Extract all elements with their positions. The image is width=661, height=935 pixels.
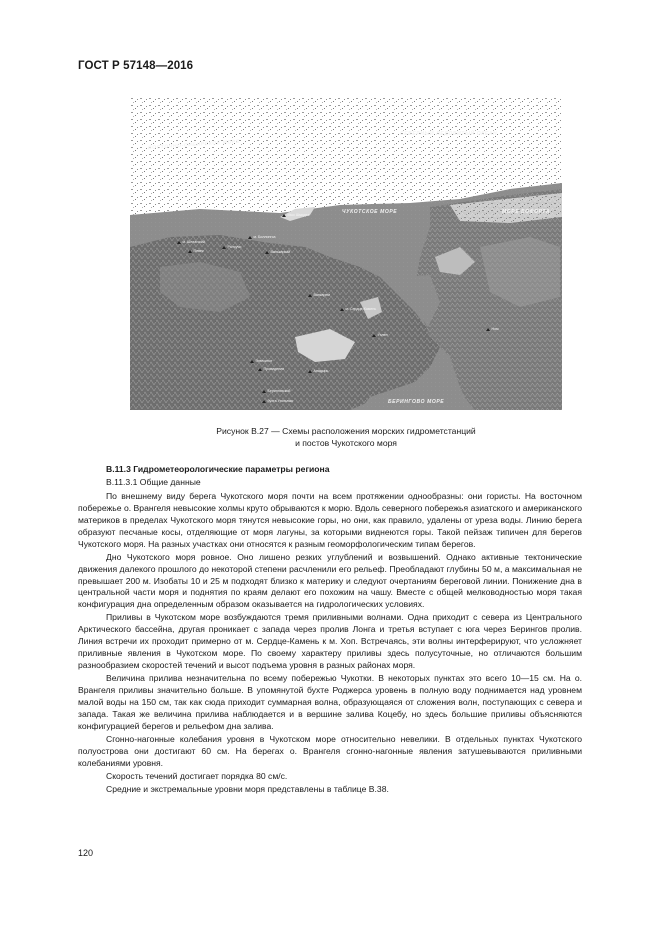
station-marker: Ванкарем <box>308 293 330 297</box>
station-map-figure <box>130 97 562 410</box>
subsection-title: В.11.3.1 Общие данные <box>106 477 201 487</box>
page-number: 120 <box>78 848 94 858</box>
figure-caption <box>130 426 562 449</box>
station-marker: Валькаркай <box>265 250 290 254</box>
paragraph: Дно Чукотского моря ровное. Оно лишено резких углублений и возвышений. Однако активные тектонические движения далекого прошлого до некоторой степени расчленили его рельеф. Преобладают глубины 50 м, а максимальная не превышает 200 м. Изобаты 10 и 25 м подходят близко к материку и следуют очертаниям береговой линии. Понижение дна в центральной части моря и поднятия по краям делают его похожим на чашу. Вместе с общей мелководностью моря такая конфигурация дна определенным образом оказывается на гидрологических условиях. <box>78 551 582 610</box>
body-text <box>78 491 582 797</box>
station-marker: Беринговский <box>262 389 290 393</box>
document-header: ГОСТ Р 57148—2016 <box>78 60 194 72</box>
figure-caption-line2: и постов Чукотского моря <box>295 437 397 448</box>
map-label-beaufort-sea: МОРЕ БОФОРТА <box>502 209 551 215</box>
paragraph: Величина прилива незначительна по всему побережью Чукотки. В некоторых пунктах это всего 10—15 см. На о. Врангеля приливы значительно больше. В упомянутой бухте Роджерса уровень в полную воду поднимается над уровнем малой воды на 150 см, так как сюда приходит суммарная волна, образующаяся от сложения волн, поступающих с севера и запада. Такая же величина прилива наблюдается и в вершине залива Коцебу, но здесь большие приливы объясняются конфигурацией берегов и рельефом дна залива. <box>78 673 582 731</box>
station-marker: Рыткучи <box>222 245 241 249</box>
map-label-arctic-ocean: СЕВЕРНЫЙ ЛЕДОВИТЫЙ ОКЕАН <box>400 131 498 137</box>
station-marker: бухта Угольная <box>262 399 293 403</box>
station-marker: Анадырь <box>308 369 328 373</box>
station-marker: Певек <box>188 249 204 253</box>
section-title: В.11.3 Гидрометеорологические параметры региона <box>106 464 330 474</box>
station-marker: м. Шелагский <box>177 240 205 244</box>
station-marker: Провидения <box>258 367 284 371</box>
paragraph: Сгонно-нагонные колебания уровня в Чукотском море относительно невелики. В отдельных пунктах Чукотского полуострова они достигают 60 см. На берегах о. Врангеля сгонно-нагонные явления затушевываются приливными колебаниями уровня. <box>78 733 582 768</box>
station-marker: Мыс Шмидта <box>282 213 309 217</box>
station-marker: м. Биллингса <box>248 235 276 239</box>
map-label-chukchi-sea: ЧУКОТСКОЕ МОРЕ <box>342 209 398 215</box>
station-marker: Эгвекинот <box>250 359 272 363</box>
station-marker: Ном <box>486 327 499 331</box>
map-label-east-siberian-sea: ВОСТОЧНО-СИБИРСКОЕ МОРЕ <box>147 138 241 152</box>
paragraph: Скорость течений достигает порядка 80 см/с. <box>106 770 288 781</box>
figure-caption-line1: Рисунок В.27 — Схемы расположения морских гидрометстанций <box>216 426 476 436</box>
paragraph: Средние и экстремальные уровни моря представлены в таблице В.38. <box>106 783 389 794</box>
station-marker: Уэлен <box>372 333 388 337</box>
paragraph: Приливы в Чукотском море возбуждаются тремя приливными волнами. Одна приходит с севера из Центрального Арктического бассейна, другая проникает с запада через пролив Лонга и третья вступает с юга через Берингов пролив. Линия встречи их проходит примерно от м. Сердце-Камень к м. Хоп. Встречаясь, эти волны интерферируют, что усложняет приливные явления в Чукотском море. По своему характеру приливы здесь полусуточные, но отличаются большим разнообразием скоростей течений и высот подъема уровня в разных районах моря. <box>78 612 582 671</box>
map-label-bering-sea: БЕРИНГОВО МОРЕ <box>388 399 445 405</box>
station-marker: м. Сердце-Камень <box>340 307 376 311</box>
paragraph: По внешнему виду берега Чукотского моря почти на всем протяжении однообразны: они гористы. На восточном побережье о. Врангеля невысокие холмы круто обрываются к морю. Вдоль северного побережья азиатского и американского материков в пределах Чукотского моря тянутся невысокие горы, но они, как правило, удалены от уреза воды. Линию берега образуют песчаные косы, отделяющие от моря лагуны, за которыми виднеются горы. Такой пейзаж типичен для берегов Чукотского моря. На разных участках они относятся к разным геоморфологическим типам берегов. <box>78 491 582 549</box>
